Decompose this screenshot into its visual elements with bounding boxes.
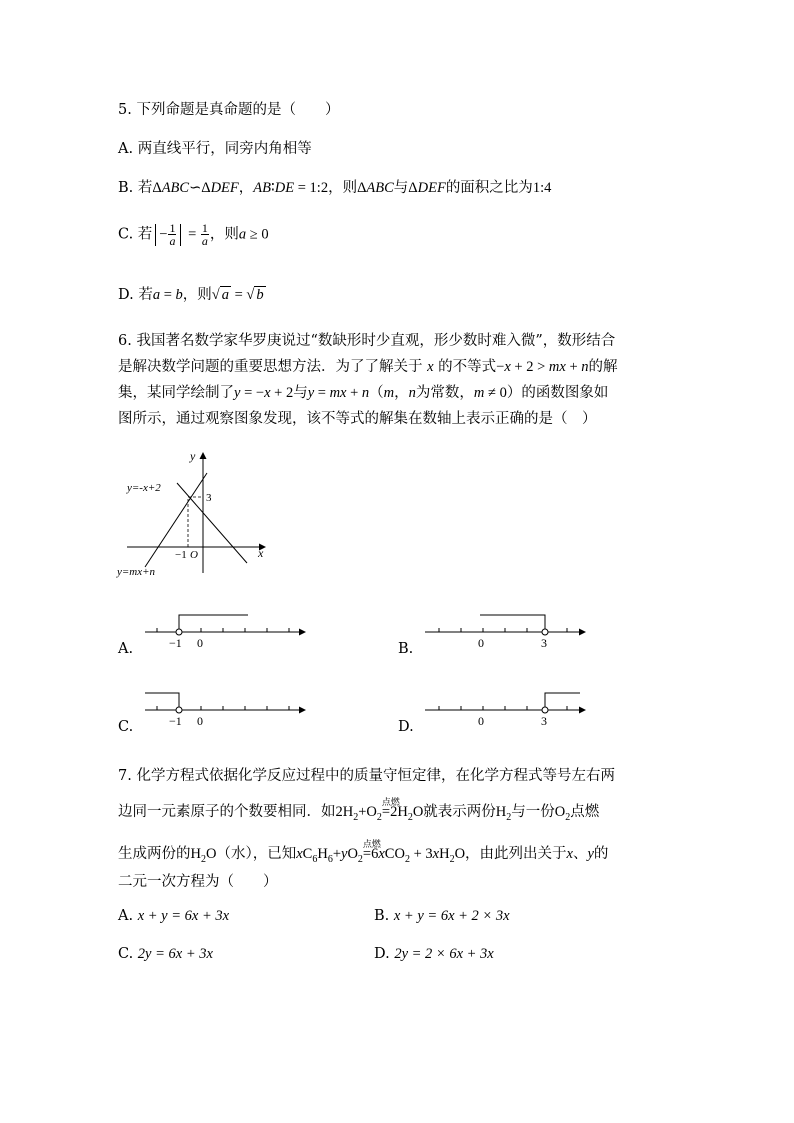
- two: 2: [285, 385, 294, 401]
- q7-line1: 7. 化学方程式依据化学反应过程中的质量守恒定律，在化学方程式等号左右两: [118, 768, 615, 784]
- then-text: ，则: [209, 226, 239, 243]
- comma-tail: ，由此列出关于: [465, 846, 567, 862]
- tick-label: 0: [197, 636, 203, 650]
- line1-label: y=-x+2: [127, 482, 161, 494]
- de: DE: [274, 180, 295, 196]
- formula-h2: $H_2$: [495, 804, 512, 823]
- var-m: m: [383, 385, 395, 401]
- sqrt-b: [246, 286, 265, 304]
- var-x: x: [264, 385, 271, 401]
- tick-label: 3: [541, 714, 547, 728]
- reaction-arrow: 点燃 =: [381, 797, 400, 820]
- mx: mx: [548, 359, 566, 375]
- triangle-symbol: Δ: [357, 180, 367, 196]
- neg-one-label: −1: [175, 549, 187, 561]
- q5-stem: 5. 下列命题是真命题的是（ ）: [118, 102, 340, 118]
- formula-products: $6xCO_2 + 3xH_2O$: [371, 846, 466, 865]
- line2-end: 的解: [588, 359, 618, 375]
- open-circle: [542, 629, 548, 635]
- yu-text: 与: [293, 385, 308, 401]
- q7-option-c[interactable]: [118, 946, 213, 963]
- option-label: C.: [118, 946, 134, 962]
- option-label: A.: [118, 908, 134, 924]
- var-y: y: [307, 385, 315, 401]
- option-text: 两直线平行，同旁内角相等: [137, 141, 312, 157]
- solution-ray: [480, 615, 545, 632]
- abc: ABC: [366, 180, 394, 196]
- open-circle: [542, 707, 548, 713]
- var-x: x: [427, 359, 434, 375]
- line2-pre: 边同一元素原子的个数要相同．如: [118, 804, 336, 820]
- numerator: 1: [201, 221, 208, 235]
- tick-label: −1: [169, 714, 182, 728]
- var-m: m: [473, 385, 485, 401]
- line2-mid: 的不等式: [438, 359, 497, 375]
- x-axis-label: x: [258, 546, 264, 560]
- q6-option-b-numberline[interactable]: [420, 610, 600, 650]
- ab: AB: [253, 180, 271, 196]
- q7-line2: [118, 797, 600, 823]
- q7-option-a[interactable]: [118, 908, 229, 925]
- tick-label: −1: [169, 636, 182, 650]
- q6-line3: [118, 381, 608, 402]
- var-n: n: [581, 359, 589, 375]
- reaction-arrow: 点燃 =: [362, 839, 381, 862]
- solution-ray: [145, 693, 179, 710]
- option-label: D.: [374, 946, 390, 962]
- radicand: a: [221, 287, 229, 303]
- open-circle: [176, 707, 182, 713]
- tail-text: 的面积之比为: [445, 180, 533, 196]
- formula-2h2o: $2H_2O$: [390, 804, 424, 823]
- radical-icon: √: [211, 287, 220, 303]
- equals: =: [230, 287, 247, 303]
- three-label: 3: [206, 492, 212, 504]
- comma: ，: [394, 385, 409, 401]
- equals: =: [184, 226, 200, 243]
- solution-ray: [179, 615, 248, 632]
- var-n: n: [408, 385, 416, 401]
- ge-sign: ≥: [246, 226, 262, 243]
- line3-pre: 集，某同学绘制了: [118, 385, 234, 401]
- line3-pre: 生成两份的: [118, 846, 191, 862]
- option-label: C.: [118, 226, 134, 243]
- abs-bar-left: [155, 224, 156, 246]
- option-lhs: x + y: [137, 908, 168, 924]
- condition-text: 点燃: [362, 839, 381, 849]
- option-lhs: x + y: [393, 908, 424, 924]
- zero: 0: [499, 385, 507, 401]
- line2-mid: 就表示两份: [423, 804, 496, 820]
- plus-two-gt: + 2 >: [510, 359, 549, 375]
- abs-bar-right: [180, 224, 181, 246]
- q6-line4: 图所示，通过观察图象发现，该不等式的解集在数轴上表示正确的是（ ）: [118, 411, 597, 427]
- fraction-one-over-a: [201, 222, 209, 247]
- ne-sign: ≠: [484, 385, 500, 401]
- q6-option-b-label[interactable]: B.: [398, 641, 414, 657]
- q6-option-a-numberline[interactable]: [140, 610, 320, 650]
- yu-yi-text: 与一份: [511, 804, 555, 820]
- then-text: ，则: [182, 287, 212, 303]
- var-a: a: [238, 226, 247, 243]
- tick-label: 0: [478, 714, 484, 728]
- line-neg-x-plus-2: [177, 483, 247, 563]
- def: DEF: [210, 180, 239, 196]
- q7-line4: 二元一次方程为（ ）: [118, 874, 278, 890]
- minus-sign: −: [255, 385, 265, 401]
- q6-option-c-numberline[interactable]: [140, 688, 320, 728]
- option-rhs: = 6x + 3x: [151, 946, 213, 962]
- q6-option-d-numberline[interactable]: [420, 688, 600, 728]
- const-text: 为常数，: [415, 385, 474, 401]
- var-b: b: [175, 287, 183, 303]
- plus: +: [270, 385, 286, 401]
- ruo-text: 若: [138, 287, 153, 303]
- ratio-value: 1:2: [309, 180, 329, 196]
- line2-pre: 是解决数学问题的重要思想方法．为了了解关于: [118, 359, 423, 375]
- ruo-text: 若: [137, 226, 153, 243]
- ratio-colon: ∶: [270, 180, 275, 196]
- tick-label: 3: [541, 636, 547, 650]
- option-rhs: = 6x + 2 × 3x: [423, 908, 510, 924]
- tick-label: 0: [478, 636, 484, 650]
- mx: mx: [329, 385, 347, 401]
- paren-open: （: [369, 385, 384, 401]
- option-text-ruo: 若: [137, 180, 153, 196]
- condition-text: 点燃: [381, 797, 400, 807]
- q6-option-a-label[interactable]: A.: [118, 641, 134, 657]
- option-lhs: 2y: [137, 946, 152, 962]
- de-text: 的: [593, 846, 609, 862]
- water-text: （水），已知: [216, 846, 297, 862]
- minus-sign: −: [496, 359, 505, 375]
- var-x: x: [566, 846, 573, 862]
- equals: =: [294, 180, 310, 196]
- q6-option-c-label[interactable]: C.: [118, 719, 134, 735]
- triangle-symbol: Δ: [201, 180, 211, 196]
- q6-line2: [118, 355, 618, 376]
- similar-symbol: ∽: [189, 180, 202, 196]
- option-lhs: 2y: [394, 946, 409, 962]
- plus: +: [565, 359, 582, 375]
- equals: =: [240, 385, 256, 401]
- open-circle: [176, 629, 182, 635]
- dianran-text: 点燃: [570, 804, 600, 820]
- abc: ABC: [161, 180, 190, 196]
- triangle-symbol: Δ: [152, 180, 162, 196]
- formula-h2o: $H_2O$: [190, 846, 217, 865]
- q7-option-b[interactable]: [374, 908, 510, 925]
- area-ratio: 1:4: [532, 180, 552, 196]
- tick-label: 0: [197, 714, 203, 728]
- option-label: A.: [118, 141, 134, 157]
- var-n: n: [361, 385, 370, 401]
- formula-2h2: $2H_2+O_2$: [335, 804, 382, 823]
- q6-option-d-label[interactable]: D.: [398, 719, 414, 735]
- zero: 0: [261, 226, 269, 243]
- denominator: a: [201, 234, 208, 248]
- formula-reactants: $xC_6H_6+yO_2$: [296, 846, 363, 865]
- radicand: b: [256, 287, 264, 303]
- option-label: B.: [374, 908, 390, 924]
- plus: +: [346, 385, 362, 401]
- paren-close: ）的函数图象如: [506, 385, 609, 401]
- q5-option-d[interactable]: [118, 283, 266, 304]
- formula-o2: $O_2$: [554, 804, 571, 823]
- yu-text: 与: [393, 180, 409, 196]
- solution-ray: [545, 693, 580, 710]
- q6-line1: 6. 我国著名数学家华罗庚说过“数缺形时少直观，形少数时难入微”，数形结合: [118, 333, 616, 349]
- def: DEF: [417, 180, 446, 196]
- line2-label: y=mx+n: [117, 566, 156, 578]
- q7-option-d[interactable]: [374, 946, 494, 963]
- var-y: y: [234, 385, 241, 401]
- option-label: D.: [118, 287, 134, 303]
- option-label: B.: [118, 180, 134, 196]
- denominator: a: [169, 234, 176, 248]
- separator: 、: [572, 846, 588, 862]
- minus-sign: −: [159, 226, 168, 243]
- comma: ，: [238, 180, 254, 196]
- numerator: 1: [169, 221, 176, 235]
- q5-option-a[interactable]: [118, 137, 312, 158]
- triangle-symbol: Δ: [408, 180, 418, 196]
- equals: =: [160, 287, 176, 303]
- then-text: ，则: [328, 180, 358, 196]
- function-graph: [115, 445, 295, 585]
- option-rhs: = 2 × 6x + 3x: [408, 946, 494, 962]
- var-y: y: [587, 846, 594, 862]
- radical-icon: √: [246, 287, 255, 303]
- fraction-one-over-a: [168, 222, 176, 247]
- sqrt-a: [212, 286, 231, 304]
- origin-label: O: [190, 549, 198, 561]
- q5-option-c[interactable]: [118, 222, 269, 247]
- equals: =: [314, 385, 330, 401]
- var-x: x: [504, 359, 511, 375]
- var-a: a: [152, 287, 161, 303]
- q7-line3: [118, 839, 609, 865]
- q5-option-b[interactable]: [118, 176, 551, 197]
- y-axis-label: y: [190, 449, 196, 463]
- option-rhs: = 6x + 3x: [167, 908, 230, 924]
